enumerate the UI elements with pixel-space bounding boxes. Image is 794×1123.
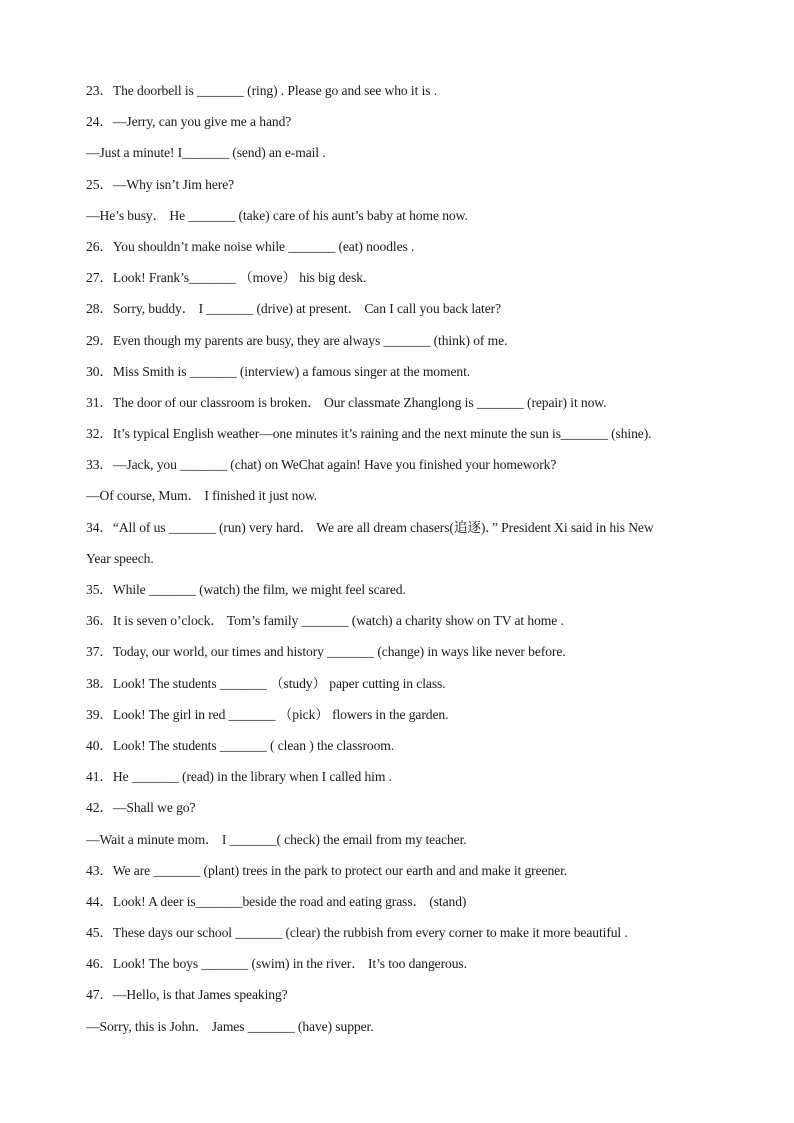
question-39: 39．Look! The girl in red _______ （pick） flowers in the garden. [86,706,449,722]
question-38: 38．Look! The students _______ （study） paper cutting in class. [86,675,446,691]
question-31: 31．The door of our classroom is broken． Our classmate Zhanglong is _______ (repair) it now. [86,394,607,410]
question-26: 26．You shouldn’t make noise while _______ (eat) noodles . [86,238,415,254]
question-24-response: —Just a minute! I_______ (send) an e-mail . [86,145,326,161]
question-35: 35．While _______ (watch) the film, we might feel scared. [86,582,406,597]
exercise-page [86,80,726,1047]
question-33-response: —Of course, Mum． I finished it just now. [86,488,318,504]
question-24: 24．—Jerry, can you give me a hand? [86,114,292,130]
question-33: 33．—Jack, you _______ (chat) on WeChat again! Have you finished your homework? [86,457,557,473]
question-29: 29．Even though my parents are busy, they are always _______ (think) of me. [86,332,508,348]
question-45: 45．These days our school _______ (clear) the rubbish from every corner to make it more beautiful . [86,925,628,941]
question-37: 37．Today, our world, our times and history _______ (change) in ways like never before. [86,644,566,660]
question-47: 47．—Hello, is that James speaking? [86,987,288,1003]
question-47-response: —Sorry, this is John． James _______ (have) supper. [86,1018,374,1034]
question-28: 28．Sorry, buddy． I _______ (drive) at present． Can I call you back later? [86,301,501,317]
question-40: 40．Look! The students _______ ( clean ) the classroom. [86,737,395,753]
question-34-continued: Year speech. [86,550,154,566]
question-30: 30．Miss Smith is _______ (interview) a famous singer at the moment. [86,363,471,379]
question-43: 43．We are _______ (plant) trees in the park to protect our earth and and make it greener. [86,862,568,878]
question-46: 46．Look! The boys _______ (swim) in the river． It’s too dangerous. [86,956,467,972]
question-42-response: —Wait a minute mom． I _______( check) the email from my teacher. [86,831,467,847]
question-44: 44．Look! A deer is_______beside the road and eating grass． (stand) [86,893,467,909]
question-41: 41．He _______ (read) in the library when I called him . [86,769,392,785]
question-32: 32．It’s typical English weather—one minutes it’s raining and the next minute the sun is_______ (shine). [86,426,652,442]
question-25: 25．—Why isn’t Jim here? [86,176,235,192]
question-25-response: —He’s busy． He _______ (take) care of his aunt’s baby at home now. [86,207,468,223]
question-34: 34．“All of us _______ (run) very hard． We are all dream chasers(追逐)．” President Xi said in his New [86,519,654,535]
question-23: 23．The doorbell is _______ (ring) . Please go and see who it is . [86,83,438,98]
question-42: 42．—Shall we go? [86,800,196,816]
question-27: 27．Look! Frank’s_______ （move） his big desk. [86,270,367,286]
question-36: 36．It is seven o’clock． Tom’s family _______ (watch) a charity show on TV at home . [86,613,564,629]
